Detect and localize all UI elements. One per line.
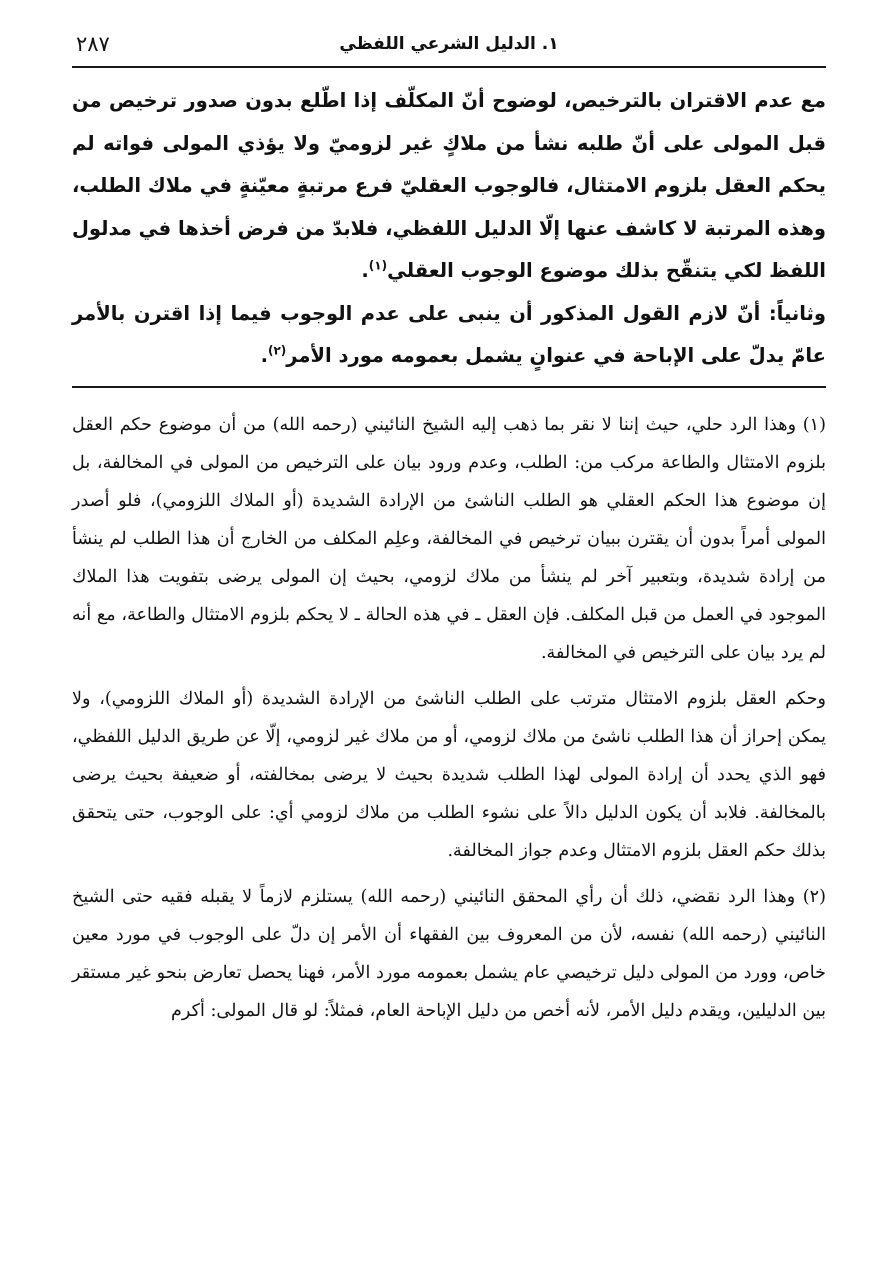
main-paragraph-2 (72, 293, 826, 378)
running-title: ١. الدليل الشرعي اللفظي (339, 34, 559, 54)
main-paragraph-1 (72, 80, 826, 293)
main-paragraph-2-end: . (260, 344, 268, 367)
footnote-ref-1: (١) (368, 258, 388, 273)
main-paragraph-1-end: . (361, 259, 369, 282)
page-number: ٢٨٧ (76, 32, 110, 56)
footnote-1-part-1: (١) وهذا الرد حلي، حيث إننا لا نقر بما ذهب إليه الشيخ النائيني (رحمه الله) من أن موضوع حكم العقل بلزوم الامتثال والطاعة مركب من: الطلب، وعدم ورود بيان على الترخيص من المولى في المخالفة، بل إن موضوع هذا الحكم العقلي هو الطلب الناشئ من الإرادة الشديدة (أو الملاك اللزومي)، فلو أصدر المولى أمراً بدون أن يقترن ببيان ترخيص في المخالفة، وعلِم المكلف من الخارج أن هذا الطلب لم ينشأ من إرادة شديدة، وبتعبير آخر لم ينشأ من ملاك لزومي، بحيث إن المولى يرضى بتفويت هذا الملاك الموجود في العمل من قبل المكلف. فإن العقل ـ في هذه الحالة ـ لا يحكم بلزوم الامتثال والطاعة، مع أنه لم يرد بيان على الترخيص في المخالفة. (72, 414, 826, 663)
running-header (72, 30, 826, 68)
footnote-ref-2: (٢) (267, 343, 287, 358)
book-page (72, 30, 826, 1038)
main-paragraph-2-text: وثانياً: أنّ لازم القول المذكور أن ينبى على عدم الوجوب فيما إذا اقترن بالأمر عامّ يدلّ على الإباحة في عنوانٍ يشمل بعمومه مورد الأمر (72, 301, 826, 367)
footnote-1-part-2: وحكم العقل بلزوم الامتثال مترتب على الطلب الناشئ من الإرادة الشديدة (أو الملاك اللزومي)، ولا يمكن إحراز أن هذا الطلب ناشئ من ملاك لزومي، أو من ملاك غير لزومي، إلّا عن طريق الدليل اللفظي، فهو الذي يحدد أن إرادة المولى لهذا الطلب شديدة بحيث لا يرضى بمخالفته، أو ضعيفة بحيث يرضى بالمخالفة. فلابد أن يكون الدليل دالاً على نشوء الطلب من ملاك لزومي أي: على الوجوب، حتى يتحقق بذلك حكم العقل بلزوم الامتثال وعدم جواز المخالفة. (72, 688, 826, 861)
footnote-2: (٢) وهذا الرد نقضي، ذلك أن رأي المحقق النائيني (رحمه الله) يستلزم لازماً لا يقبله فقيه حتى الشيخ النائيني (رحمه الله) نفسه، لأن من المعروف بين الفقهاء أن الأمر إن دلّ على الوجوب في مورد معين خاص، وورد من المولى دليل ترخيصي عام يشمل بعمومه مورد الأمر، فهنا يحصل تعارض بنحو غير مستقر بين الدليلين، ويقدم دليل الأمر، لأنه أخص من دليل الإباحة العام، فمثلاً: لو قال المولى: أكرم (72, 886, 826, 1021)
footnotes (72, 406, 826, 1030)
main-text (72, 80, 826, 388)
main-paragraph-1-text: مع عدم الاقتران بالترخيص، لوضوح أنّ المكلّف إذا اطّلع بدون صدور ترخيص من قبل المولى على أنّ طلبه نشأ من ملاكٍ غير لزوميّ ولا يؤذي المولى فواته لم يحكم العقل بلزوم الامتثال، فالوجوب العقليّ فرع مرتبةٍ معيّنةٍ في ملاك الطلب، وهذه المرتبة لا كاشف عنها إلّا الدليل اللفظي، فلابدّ من فرض أخذها في مدلول اللفظ لكي يتنقّح بذلك موضوع الوجوب العقلي (72, 89, 826, 282)
